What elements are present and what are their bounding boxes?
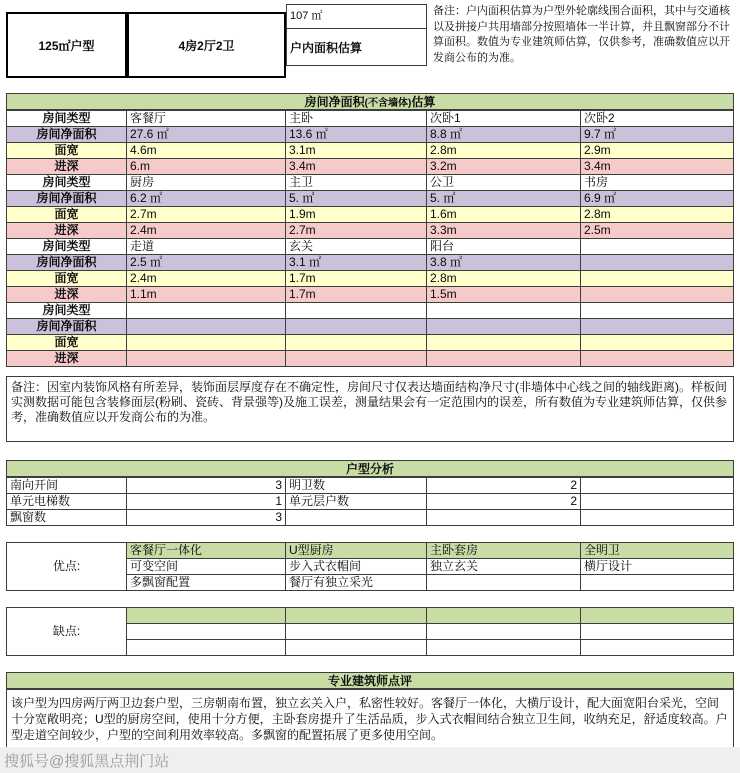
pros-cell: 步入式衣帽间 xyxy=(286,559,427,575)
table-cell xyxy=(427,351,581,367)
pros-header-cell: 全明卫 xyxy=(581,543,734,559)
table-cell: 走道 xyxy=(127,239,286,255)
table-cell: 客餐厅 xyxy=(127,111,286,127)
table-cell: 公卫 xyxy=(427,175,581,191)
cons-header-cell xyxy=(127,608,286,624)
table-cell: 1.7m xyxy=(286,271,427,287)
unit-size-cell: 125㎡户型 xyxy=(6,12,127,78)
row-label-depth: 进深 xyxy=(7,287,127,303)
table-cell: 2.5m xyxy=(581,223,734,239)
table-cell xyxy=(581,239,734,255)
cons-header-cell xyxy=(581,608,734,624)
area-label-cell: 户内面积估算 xyxy=(286,29,427,66)
analysis-empty-cell xyxy=(581,478,734,494)
review-title: 专业建筑师点评 xyxy=(6,672,734,689)
analysis-value: 2 xyxy=(427,478,581,494)
cons-cell xyxy=(427,640,581,656)
pros-cell: 横厅设计 xyxy=(581,559,734,575)
row-label-depth: 进深 xyxy=(7,223,127,239)
cons-header-cell xyxy=(427,608,581,624)
table-cell: 1.7m xyxy=(286,287,427,303)
table-cell: 3.1 ㎡ xyxy=(286,255,427,271)
cons-table xyxy=(6,607,734,656)
table-cell xyxy=(127,303,286,319)
area-table-title-main: 房间净面积 xyxy=(304,95,365,109)
cons-cell xyxy=(286,624,427,640)
table-cell: 3.4m xyxy=(286,159,427,175)
analysis-value: 2 xyxy=(427,494,581,510)
measurement-note: 备注：因室内装饰风格有所差异，装饰面层厚度存在不确定性，房间尺寸仅表达墙面结构净尺寸(非墙体中心线之间的轴线距离)。样板间实测数据可能包含装修面层(粉刷、瓷砖、背景强等)及施工误差，测量结果会有一定范围内的误差，所有数值为专业建筑师估算，仅供参考，准确数值应以开发商公布的为准。 xyxy=(6,376,734,442)
table-cell: 阳台 xyxy=(427,239,581,255)
watermark-text: 搜狐号@搜狐黑点荆门站 xyxy=(4,752,170,770)
row-label-area: 房间净面积 xyxy=(7,191,127,207)
table-cell xyxy=(427,319,581,335)
pros-cell: 餐厅有独立采光 xyxy=(286,575,427,591)
analysis-table xyxy=(6,477,734,526)
table-cell: 次卧1 xyxy=(427,111,581,127)
header-note: 备注：户内面积估算为户型外轮廓线围合面积，其中与交通核以及拼接户共用墙部分按照墙体一半计算，并且飘窗部分不计算面积。数值为专业建筑师估算，仅供参考，准确数值应以开发商公布的为准。 xyxy=(433,5,730,64)
row-label-type: 房间类型 xyxy=(7,111,127,127)
pros-label: 优点: xyxy=(7,543,127,591)
row-label-area: 房间净面积 xyxy=(7,319,127,335)
table-cell: 3.2m xyxy=(427,159,581,175)
row-label-width: 面宽 xyxy=(7,143,127,159)
table-cell xyxy=(581,271,734,287)
table-cell: 8.8 ㎡ xyxy=(427,127,581,143)
table-cell: 6.9 ㎡ xyxy=(581,191,734,207)
table-cell xyxy=(286,303,427,319)
cons-cell xyxy=(581,624,734,640)
pros-table xyxy=(6,542,734,591)
analysis-value: 3 xyxy=(127,510,286,526)
analysis-empty-cell xyxy=(581,494,734,510)
table-cell: 2.8m xyxy=(427,271,581,287)
table-cell xyxy=(581,255,734,271)
row-label-width: 面宽 xyxy=(7,207,127,223)
analysis-value: 1 xyxy=(127,494,286,510)
row-label-width: 面宽 xyxy=(7,271,127,287)
analysis-value: 3 xyxy=(127,478,286,494)
table-cell xyxy=(127,351,286,367)
table-cell: 2.8m xyxy=(581,207,734,223)
table-cell: 3.4m xyxy=(581,159,734,175)
cons-header-cell xyxy=(286,608,427,624)
area-value-cell: 107 ㎡ xyxy=(286,4,427,29)
cons-label: 缺点: xyxy=(7,608,127,656)
row-label-type: 房间类型 xyxy=(7,239,127,255)
area-table-title-paren: (不含墙体) xyxy=(364,98,412,109)
cons-cell xyxy=(127,640,286,656)
table-cell xyxy=(127,319,286,335)
table-cell xyxy=(581,287,734,303)
table-cell: 6.2 ㎡ xyxy=(127,191,286,207)
table-cell: 1.6m xyxy=(427,207,581,223)
table-cell: 5. ㎡ xyxy=(427,191,581,207)
header-section xyxy=(6,4,734,88)
row-label-depth: 进深 xyxy=(7,351,127,367)
analysis-label: 单元层户数 xyxy=(286,494,427,510)
pros-header-cell: U型厨房 xyxy=(286,543,427,559)
table-cell: 厨房 xyxy=(127,175,286,191)
table-cell: 1.1m xyxy=(127,287,286,303)
table-cell: 2.7m xyxy=(127,207,286,223)
area-estimate-block xyxy=(286,4,427,66)
layout-cell: 4房2厅2卫 xyxy=(127,12,286,78)
table-cell xyxy=(581,335,734,351)
pros-cell: 可变空间 xyxy=(127,559,286,575)
table-cell: 1.5m xyxy=(427,287,581,303)
area-table xyxy=(6,110,734,367)
table-cell: 主卫 xyxy=(286,175,427,191)
table-cell xyxy=(286,319,427,335)
analysis-empty-cell xyxy=(581,510,734,526)
table-cell: 2.5 ㎡ xyxy=(127,255,286,271)
row-label-type: 房间类型 xyxy=(7,303,127,319)
analysis-label: 南向开间 xyxy=(7,478,127,494)
table-cell: 1.9m xyxy=(286,207,427,223)
table-cell: 书房 xyxy=(581,175,734,191)
row-label-depth: 进深 xyxy=(7,159,127,175)
table-cell xyxy=(581,319,734,335)
analysis-label: 明卫数 xyxy=(286,478,427,494)
area-table-title-tail: 估算 xyxy=(411,95,436,109)
row-label-width: 面宽 xyxy=(7,335,127,351)
row-label-type: 房间类型 xyxy=(7,175,127,191)
pros-cell: 多飘窗配置 xyxy=(127,575,286,591)
table-cell xyxy=(581,303,734,319)
cons-cell xyxy=(127,624,286,640)
table-cell: 主卧 xyxy=(286,111,427,127)
table-cell: 2.4m xyxy=(127,223,286,239)
analysis-label: 飘窗数 xyxy=(7,510,127,526)
analysis-label xyxy=(286,510,427,526)
table-cell: 2.4m xyxy=(127,271,286,287)
cons-cell xyxy=(427,624,581,640)
table-cell: 2.9m xyxy=(581,143,734,159)
analysis-label: 单元电梯数 xyxy=(7,494,127,510)
table-cell xyxy=(127,335,286,351)
area-table-title xyxy=(6,93,734,110)
row-label-area: 房间净面积 xyxy=(7,127,127,143)
architect-review-text: 该户型为四房两厅两卫边套户型，三房朝南布置，独立玄关入户，私密性较好。客餐厅一体化，大横厅设计，配大面宽阳台采光，空间十分宽敞明亮；U型的厨房空间，使用十分方便，主卧套房提升了生活品质，步入式衣帽间结合独立卫生间，收纳充足，舒适度较高。户型走道空间较少，户型的空间利用效率较高。多飘窗的配置拓展了更多使用空间。 xyxy=(6,689,734,749)
table-cell: 6.m xyxy=(127,159,286,175)
analysis-value xyxy=(427,510,581,526)
table-cell: 2.8m xyxy=(427,143,581,159)
table-cell xyxy=(581,351,734,367)
pros-cell xyxy=(427,575,581,591)
row-label-area: 房间净面积 xyxy=(7,255,127,271)
pros-header-cell: 主卧套房 xyxy=(427,543,581,559)
table-cell: 9.7 ㎡ xyxy=(581,127,734,143)
table-cell: 3.1m xyxy=(286,143,427,159)
table-cell: 玄关 xyxy=(286,239,427,255)
table-cell: 2.7m xyxy=(286,223,427,239)
table-cell xyxy=(286,335,427,351)
table-cell xyxy=(427,335,581,351)
pros-cell xyxy=(581,575,734,591)
cons-cell xyxy=(581,640,734,656)
table-cell xyxy=(286,351,427,367)
table-cell: 3.3m xyxy=(427,223,581,239)
analysis-title: 户型分析 xyxy=(6,460,734,477)
table-cell: 27.6 ㎡ xyxy=(127,127,286,143)
table-cell xyxy=(427,303,581,319)
table-cell: 4.6m xyxy=(127,143,286,159)
table-cell: 5. ㎡ xyxy=(286,191,427,207)
table-cell: 13.6 ㎡ xyxy=(286,127,427,143)
cons-cell xyxy=(286,640,427,656)
pros-cell: 独立玄关 xyxy=(427,559,581,575)
table-cell: 次卧2 xyxy=(581,111,734,127)
watermark-bar xyxy=(0,747,740,773)
table-cell: 3.8 ㎡ xyxy=(427,255,581,271)
pros-header-cell: 客餐厅一体化 xyxy=(127,543,286,559)
